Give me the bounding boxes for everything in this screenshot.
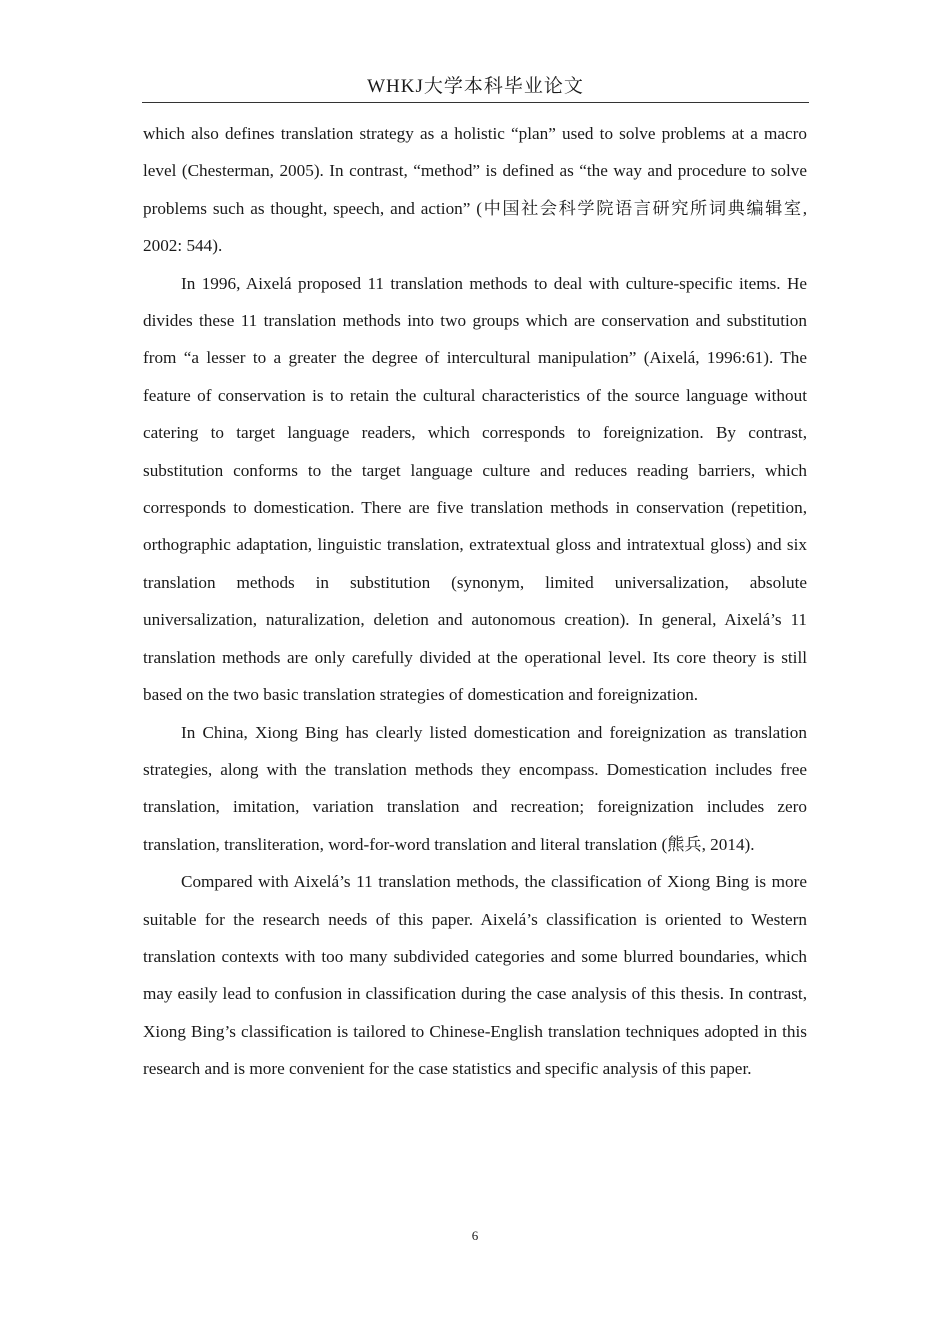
paragraph-aixela-methods: In 1996, Aixelá proposed 11 translation methods to deal with culture-specific items. He divides these 11 translation methods into two groups which are conservation and substitution from “a lesser to a greater the degree of intercultural manipulation” (Aixelá, 1996:61). The feature of conservation is to retain the cultural characteristics of the source language without catering to target language readers, which corresponds to foreignization. By contrast, substitution conforms to the target language culture and reduces reading barriers, which corresponds to domestication. There are five translation methods in conservation (repetition, orthographic adaptation, linguistic translation, extratextual gloss and intratextual gloss) and six translation methods in substitution (synonym, limited universalization, absolute universalization, naturalization, deletion and autonomous creation). In general, Aixelá’s 11 translation methods are only carefully divided at the operational level. Its core theory is still based on the two basic translation strategies of domestication and foreignization. bbox=[143, 273, 807, 705]
paragraph-xiong-bing: In China, Xiong Bing has clearly listed domestication and foreignization as translation strategies, along with the translation methods they encompass. Domestication includes free translation, imitation, variation translation and recreation; foreignization includes zero translation, transliteration, word-for-word translation and literal translation (熊兵, 2014). bbox=[143, 722, 807, 854]
page-header-title: WHKJ大学本科毕业论文 bbox=[367, 76, 584, 97]
page-number: 6 bbox=[471, 1228, 479, 1243]
paragraph-comparison: Compared with Aixelá’s 11 translation methods, the classification of Xiong Bing is more suitable for the research needs of this paper. Aixelá’s classification is oriented to Western translation contexts with too many subdivided categories and some blurred boundaries, which may easily lead to confusion in classification during the case analysis of this thesis. In contrast, Xiong Bing’s classification is tailored to Chinese-English translation techniques adopted in this research and is more convenient for the case statistics and specific analysis of this paper. bbox=[143, 872, 807, 1079]
header-divider bbox=[142, 102, 809, 103]
paragraph-continuation: which also defines translation strategy as a holistic “plan” used to solve problems at a macro level (Chesterman, 2005). In contrast, “method” is defined as “the way and procedure to solve problems such as thought, speech, and action” (中国社会科学院语言研究所词典编辑室, 2002: 544). bbox=[143, 124, 807, 256]
document-body bbox=[143, 115, 807, 1088]
